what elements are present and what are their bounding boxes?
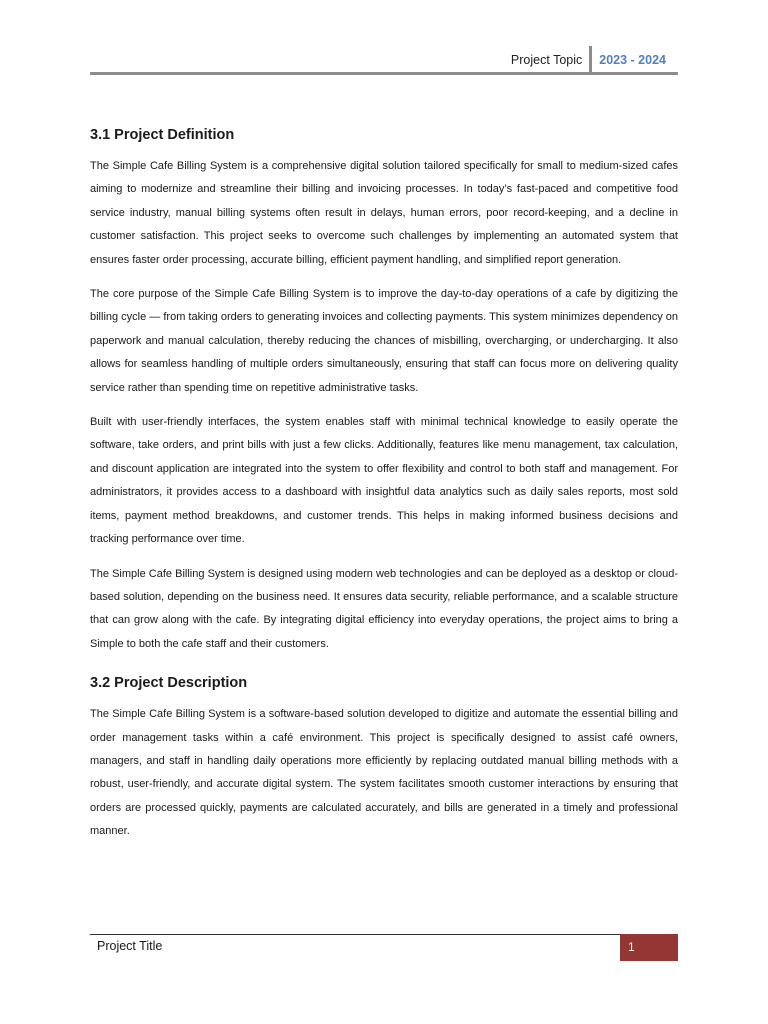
section-heading-project-description: 3.2 Project Description: [90, 675, 248, 692]
section-heading-project-definition: 3.1 Project Definition: [90, 127, 235, 143]
header-year: 2023 - 2024: [599, 53, 666, 67]
paragraph: The Simple Cafe Billing System is a software-based solution developed to digitize and automate the essential billing and order management tasks within a café environment. This project is specifically designed to assist café owners, managers, and staff in handling daily operations more efficiently by replacing outdated manual billing methods with a robust, user-friendly, and accurate digital system. The system facilitates smooth customer interactions by ensuring that orders are processed quickly, payments are calculated accurately, and bills are generated in a timely and professional manner.: [90, 708, 678, 838]
footer-rule: [90, 934, 678, 935]
footer-title: Project Title: [97, 939, 163, 953]
paragraph: The Simple Cafe Billing System is designed using modern web technologies and can be deployed as a desktop or cloud-based solution, depending on the business need. It ensures data security, reliable performance, and a scalable structure that can grow along with the cafe. By integrating digital efficiency into everyday operations, the project aims to bring a Simple to both the cafe staff and their customers.: [90, 567, 678, 650]
page-header: [90, 44, 678, 74]
header-label-group: [511, 46, 678, 74]
header-rule: [90, 72, 678, 75]
paragraph: The Simple Cafe Billing System is a comprehensive digital solution tailored specifically for small to medium-sized cafes aiming to modernize and streamline their billing and invoicing processes. In today’s fast-paced and competitive food service industry, manual billing systems often result in delays, human errors, poor record-keeping, and a decline in customer satisfaction. This project seeks to overcome such challenges by implementing an automated system that ensures faster order processing, accurate billing, efficient payment handling, and simplified report generation.: [90, 160, 678, 266]
paragraph: Built with user-friendly interfaces, the system enables staff with minimal technical knowledge to easily operate the software, take orders, and print bills with just a few clicks. Additionally, features like menu management, tax calculation, and discount application are integrated into the system to offer flexibility and control to both staff and management. For administrators, it provides access to a dashboard with insightful data analytics such as daily sales reports, most sold items, payment method breakdowns, and customer trends. This helps in making informed business decisions and tracking performance over time.: [90, 416, 678, 546]
header-topic: Project Topic: [510, 53, 583, 67]
document-body: [90, 124, 678, 855]
page-footer: [90, 934, 678, 961]
paragraph: The core purpose of the Simple Cafe Billing System is to improve the day-to-day operations of a cafe by digitizing the billing cycle — from taking orders to generating invoices and collecting payments. This system minimizes dependency on paperwork and manual calculation, thereby reducing the chances of misbilling, overcharging, or undercharging. It also allows for seamless handling of multiple orders simultaneously, ensuring that staff can focus more on delivering quality service rather than spending time on repetitive administrative tasks.: [90, 288, 678, 394]
page-number: 1: [620, 934, 678, 961]
